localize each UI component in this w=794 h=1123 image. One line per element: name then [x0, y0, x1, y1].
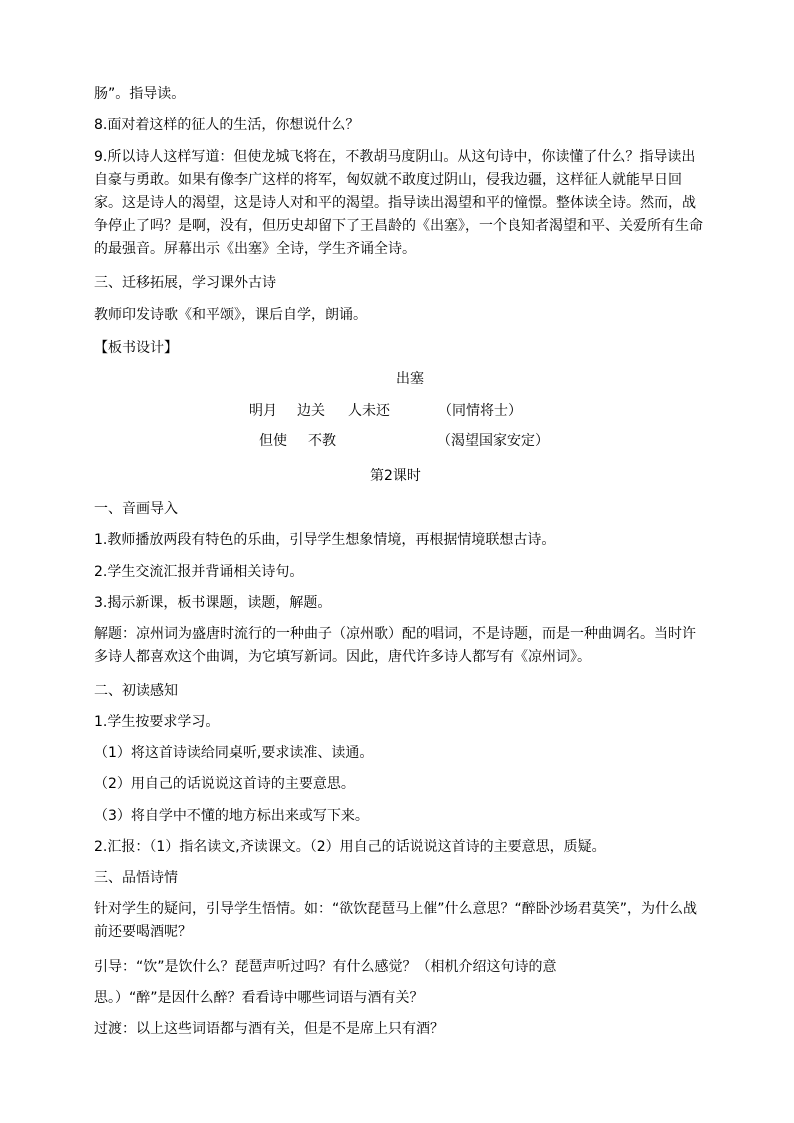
text-line: 肠”。指导读。 — [94, 86, 186, 102]
board-word: 边关 — [297, 403, 325, 419]
paragraph: 9.所以诗人这样写道：但使龙城飞将在，不教胡马度阴山。从这句诗中，你读懂了什么？指导读出自豪与勇敢。如果有像李广这样的将军，匈奴就不敢度过阴山，侵我边疆，这样征人就能早日回家。这是诗人的渴望，这是诗人对和平的渴望。指导读出渴望和平的憧憬。整体读全诗。然而，战争停止了吗？是啊，没有，但历史却留下了王昌龄的《出塞》，一个良知者渴望和平、关爱所有生命的最强音。屏幕出示《出塞》全诗，学生齐诵全诗。 — [94, 149, 703, 257]
section-heading: 【板书设计】 — [94, 340, 178, 356]
board-row-1 — [249, 402, 522, 420]
text-line: 2.汇报：（1）指名读文,齐读课文。（2）用自己的话说说这首诗的主要意思，质疑。 — [94, 839, 606, 855]
paragraph: 针对学生的疑问，引导学生悟情。如：“欲饮琵琶马上催”什么意思？“醉卧沙场君莫笑”，为什么战前还要喝酒呢？ — [94, 901, 698, 940]
text-line: 过渡：以上这些词语都与酒有关，但是不是席上只有酒？ — [94, 1021, 444, 1037]
section-heading: 三、品悟诗情 — [94, 870, 178, 886]
board-word: 但使 — [259, 433, 287, 449]
board-word: 人未还 — [348, 403, 390, 419]
text-line: 1.教师播放两段有特色的乐曲，引导学生想象情境，再根据情境联想古诗。 — [94, 532, 556, 548]
section-heading: 一、音画导入 — [94, 501, 178, 517]
board-word: 明月 — [249, 403, 277, 419]
paragraph: 解题：凉州词为盛唐时流行的一种曲子（凉州歌）配的唱词，不是诗题，而是一种曲调名。当时许多诗人都喜欢这个曲调，为它填写新词。因此，唐代许多诗人都写有《凉州词》。 — [94, 626, 696, 665]
text-line: （3）将自学中不懂的地方标出来或写下来。 — [94, 808, 369, 824]
text-line: 1.学生按要求学习。 — [94, 714, 220, 730]
text-line: 2.学生交流汇报并背诵相关诗句。 — [94, 564, 304, 580]
board-note: （渴望国家安定） — [437, 433, 549, 449]
text-line: 8.面对着这样的征人的生活，你想说什么？ — [94, 117, 360, 133]
board-note: （同情将士） — [438, 403, 522, 419]
lesson-title: 第2课时 — [370, 468, 421, 484]
text-line: 教师印发诗歌《和平颂》，课后自学，朗诵。 — [94, 307, 367, 323]
section-heading: 三、迁移拓展，学习课外古诗 — [94, 275, 276, 291]
board-title: 出塞 — [396, 371, 424, 387]
text-line: （1）将这首诗读给同桌听,要求读准、读通。 — [94, 745, 374, 761]
board-word: 不教 — [308, 433, 336, 449]
text-line: （2）用自己的话说说这首诗的主要意思。 — [94, 776, 355, 792]
text-line: 引导：“饮”是饮什么？琵琶声听过吗？有什么感觉？（相机介绍这句诗的意 — [94, 959, 557, 975]
text-line: 3.揭示新课，板书课题，读题，解题。 — [94, 595, 332, 611]
text-line: 思。）“醉”是因什么醉？看看诗中哪些词语与酒有关？ — [94, 990, 424, 1006]
section-heading: 二、初读感知 — [94, 683, 178, 699]
board-row-2 — [259, 432, 549, 450]
